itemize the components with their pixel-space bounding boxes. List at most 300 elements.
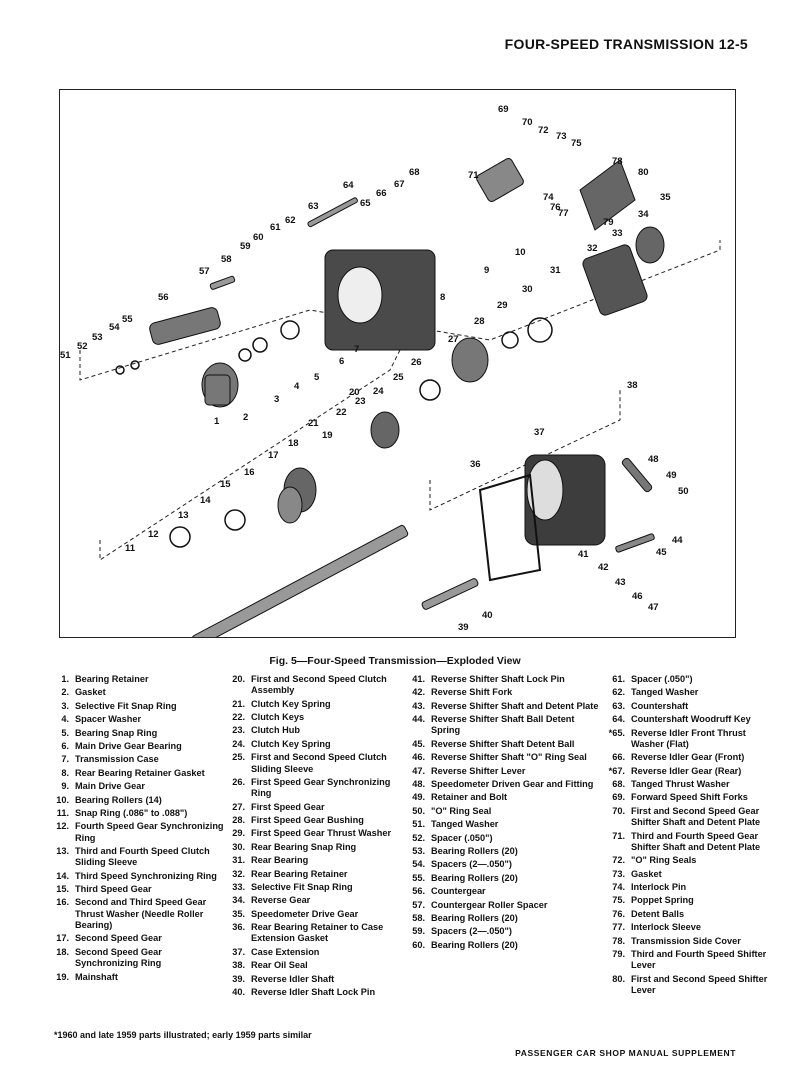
legend-item-number: *65. — [608, 727, 625, 738]
svg-text:11: 11 — [125, 543, 136, 554]
legend-item-number: 70. — [612, 805, 625, 816]
svg-text:2: 2 — [243, 412, 249, 423]
legend-item-text: First Speed Gear Bushing — [251, 815, 364, 826]
legend-item-text: Reverse Idler Gear (Rear) — [631, 765, 742, 776]
legend-item-number: 2. — [61, 687, 69, 698]
svg-text:21: 21 — [308, 418, 319, 429]
legend-item — [603, 869, 773, 880]
legend-item-number: 46. — [412, 752, 425, 763]
parts-legend — [50, 674, 768, 1029]
legend-item — [603, 949, 773, 972]
svg-text:64: 64 — [343, 180, 354, 191]
legend-item — [403, 940, 603, 951]
legend-item — [403, 701, 603, 712]
svg-text:17: 17 — [268, 450, 279, 461]
legend-item-text: Third Speed Synchronizing Ring — [75, 870, 217, 881]
svg-text:6: 6 — [339, 356, 345, 367]
legend-item-number: 40. — [232, 987, 245, 997]
legend-item-number: 73. — [612, 868, 625, 879]
legend-item — [603, 882, 773, 893]
svg-text:14: 14 — [200, 495, 211, 506]
legend-item-number: 37. — [232, 946, 245, 957]
svg-text:54: 54 — [109, 322, 120, 333]
svg-text:16: 16 — [244, 467, 255, 478]
legend-item-text: Tanged Thrust Washer — [631, 779, 730, 790]
legend-item-number: 28. — [232, 815, 245, 826]
svg-text:29: 29 — [497, 300, 508, 311]
legend-item-number: 32. — [232, 868, 245, 879]
legend-item-text: First and Second Speed Shifter Lever — [631, 973, 768, 995]
legend-item-text: Main Drive Gear — [75, 781, 145, 792]
legend-item-number: 58. — [412, 912, 425, 923]
svg-text:75: 75 — [571, 138, 582, 149]
legend-item-number: 43. — [412, 700, 425, 711]
legend-item — [50, 674, 225, 685]
legend-item-number: 38. — [232, 960, 245, 971]
legend-item-text: Retainer and Bolt — [431, 792, 508, 803]
legend-item-text: Countergear Roller Spacer — [431, 899, 548, 910]
svg-text:40: 40 — [482, 610, 493, 621]
svg-text:66: 66 — [376, 188, 387, 199]
legend-item-number: 69. — [612, 792, 625, 803]
legend-item — [50, 754, 225, 765]
legend-item-text: "O" Ring Seal — [431, 805, 492, 816]
legend-item — [403, 687, 603, 698]
legend-item-text: Reverse Gear — [251, 895, 311, 906]
svg-text:72: 72 — [538, 125, 549, 136]
legend-item — [403, 846, 603, 857]
figure-caption: Fig. 5—Four-Speed Transmission—Exploded View — [269, 655, 521, 667]
svg-text:79: 79 — [603, 217, 614, 228]
legend-item-number: 47. — [412, 765, 425, 776]
legend-item-number: 23. — [232, 725, 245, 736]
svg-text:63: 63 — [308, 201, 319, 212]
legend-item — [403, 792, 603, 803]
legend-item-number: 62. — [612, 687, 625, 698]
svg-text:44: 44 — [672, 535, 683, 546]
legend-item-text: Speedometer Driven Gear and Fitting — [431, 779, 594, 790]
svg-text:26: 26 — [411, 357, 422, 368]
legend-item-number: 53. — [412, 845, 425, 856]
footnote: *1960 and late 1959 parts illustrated; early 1959 parts similar — [54, 1030, 312, 1040]
svg-text:57: 57 — [199, 266, 210, 277]
legend-item — [603, 909, 773, 920]
svg-text:42: 42 — [598, 562, 609, 573]
legend-item — [603, 974, 773, 997]
page-footer: PASSENGER CAR SHOP MANUAL SUPPLEMENT — [515, 1048, 736, 1058]
legend-item-number: 24. — [232, 738, 245, 749]
legend-item-text: Spacer (.050") — [631, 674, 693, 684]
svg-text:56: 56 — [158, 292, 169, 303]
legend-item-number: 76. — [612, 908, 625, 919]
legend-item-number: 27. — [232, 801, 245, 812]
legend-item-number: 1. — [61, 674, 69, 684]
legend-item — [50, 741, 225, 752]
legend-item-text: Mainshaft — [75, 971, 118, 982]
svg-text:25: 25 — [393, 372, 404, 383]
legend-item-number: 50. — [412, 805, 425, 816]
legend-item-number: 4. — [61, 714, 69, 725]
legend-item — [50, 933, 225, 944]
legend-item — [403, 752, 603, 763]
legend-item-text: Rear Bearing Retainer Gasket — [75, 767, 205, 778]
legend-item-text: Bearing Retainer — [75, 674, 149, 684]
legend-item-number: 48. — [412, 779, 425, 790]
legend-item-number: 57. — [412, 899, 425, 910]
svg-text:36: 36 — [470, 459, 481, 470]
legend-item-number: 31. — [232, 855, 245, 866]
legend-column-3 — [403, 674, 603, 953]
legend-item — [403, 859, 603, 870]
legend-item — [50, 781, 225, 792]
legend-item — [603, 855, 773, 866]
legend-item-text: Interlock Pin — [631, 881, 687, 892]
legend-item-text: Third and Fourth Speed Shifter Lever — [631, 948, 767, 971]
legend-item — [50, 947, 225, 970]
legend-item-number: 59. — [412, 926, 425, 937]
legend-item — [403, 900, 603, 911]
legend-item-text: Bearing Rollers (20) — [431, 912, 518, 923]
svg-text:47: 47 — [648, 602, 659, 613]
legend-item-text: Reverse Shifter Shaft and Detent Plate — [431, 700, 599, 711]
legend-item-text: Reverse Shifter Shaft "O" Ring Seal — [431, 752, 587, 763]
svg-text:69: 69 — [498, 104, 509, 115]
svg-text:77: 77 — [558, 208, 569, 219]
legend-item-text: Reverse Shifter Shaft Ball Detent Spring — [431, 714, 575, 736]
legend-item — [226, 725, 401, 736]
legend-item — [403, 886, 603, 897]
legend-item-number: 16. — [56, 897, 69, 908]
svg-text:10: 10 — [515, 247, 526, 258]
legend-item-number: 14. — [56, 870, 69, 881]
legend-item — [226, 699, 401, 710]
legend-item-text: Gasket — [75, 687, 106, 698]
legend-item-text: Interlock Sleeve — [631, 922, 701, 933]
svg-text:61: 61 — [270, 222, 281, 233]
svg-text:62: 62 — [285, 215, 296, 226]
legend-item-text: Third and Fourth Speed Clutch Sliding Sleeve — [75, 845, 210, 868]
legend-item-number: 5. — [61, 727, 69, 738]
legend-item — [403, 913, 603, 924]
legend-item-text: Rear Bearing Retainer — [251, 868, 348, 879]
legend-item — [226, 974, 401, 985]
legend-item-text: Clutch Key Spring — [251, 698, 331, 709]
legend-item-text: Clutch Key Spring — [251, 738, 331, 749]
svg-text:1: 1 — [214, 416, 220, 427]
svg-text:9: 9 — [484, 265, 490, 276]
legend-item-text: Clutch Keys — [251, 712, 305, 723]
legend-item-text: Reverse Shifter Lever — [431, 765, 526, 776]
legend-item-text: Forward Speed Shift Forks — [631, 792, 748, 803]
legend-item-number: 35. — [232, 908, 245, 919]
legend-item — [403, 739, 603, 750]
legend-item-text: Gasket — [631, 868, 662, 879]
svg-text:48: 48 — [648, 454, 659, 465]
svg-text:22: 22 — [336, 407, 347, 418]
legend-item-text: "O" Ring Seals — [631, 855, 697, 866]
legend-item-number: 17. — [56, 933, 69, 944]
svg-text:24: 24 — [373, 386, 384, 397]
svg-text:30: 30 — [522, 284, 533, 295]
svg-text:53: 53 — [92, 332, 103, 343]
svg-text:80: 80 — [638, 167, 649, 178]
legend-item-text: Spacers (2—.050") — [431, 859, 512, 870]
legend-item-number: 68. — [612, 779, 625, 790]
legend-item-text: Third and Fourth Speed Gear Shifter Shaft and Detent Plate — [631, 830, 761, 852]
svg-text:32: 32 — [587, 243, 598, 254]
legend-item — [403, 714, 603, 737]
svg-text:20: 20 — [349, 387, 360, 398]
legend-item — [50, 871, 225, 882]
legend-item — [226, 987, 401, 998]
svg-text:49: 49 — [666, 470, 677, 481]
svg-text:28: 28 — [474, 316, 485, 327]
svg-text:34: 34 — [638, 209, 649, 220]
legend-item — [603, 766, 773, 777]
legend-item — [603, 674, 773, 685]
svg-text:12: 12 — [148, 529, 159, 540]
legend-item — [603, 922, 773, 933]
legend-item-number: 8. — [61, 767, 69, 778]
legend-item-number: 45. — [412, 738, 425, 749]
legend-item-text: First and Second Speed Clutch Assembly — [251, 674, 387, 696]
legend-item — [226, 960, 401, 971]
svg-text:5: 5 — [314, 372, 320, 383]
legend-item — [226, 802, 401, 813]
legend-item-number: 80. — [612, 973, 625, 984]
svg-text:59: 59 — [240, 241, 251, 252]
svg-text:33: 33 — [612, 228, 623, 239]
legend-item-number: 55. — [412, 872, 425, 883]
legend-item-text: Countershaft Woodruff Key — [631, 714, 751, 725]
legend-item — [226, 909, 401, 920]
svg-text:8: 8 — [440, 292, 446, 303]
svg-text:38: 38 — [627, 380, 638, 391]
legend-item-text: Transmission Side Cover — [631, 935, 741, 946]
legend-item-number: 42. — [412, 687, 425, 698]
legend-item — [50, 972, 225, 983]
legend-item-number: 54. — [412, 859, 425, 870]
legend-item-text: Spacer Washer — [75, 714, 142, 725]
legend-item-text: Rear Bearing Snap Ring — [251, 841, 357, 852]
legend-item-number: 75. — [612, 895, 625, 906]
legend-item — [403, 806, 603, 817]
svg-text:52: 52 — [77, 341, 88, 352]
legend-item — [50, 884, 225, 895]
legend-item-text: Countergear — [431, 886, 486, 897]
legend-item — [603, 936, 773, 947]
legend-item-number: 77. — [612, 922, 625, 933]
legend-item — [226, 855, 401, 866]
legend-item — [603, 728, 773, 751]
legend-item-number: 11. — [56, 807, 69, 818]
legend-item — [50, 728, 225, 739]
legend-item — [603, 752, 773, 763]
legend-item — [226, 739, 401, 750]
svg-text:71: 71 — [468, 170, 479, 181]
legend-item-number: 41. — [412, 674, 425, 684]
legend-item — [50, 821, 225, 844]
legend-item-number: 20. — [232, 674, 245, 684]
svg-text:65: 65 — [360, 198, 371, 209]
legend-item-number: 34. — [232, 895, 245, 906]
legend-item — [603, 895, 773, 906]
legend-item-text: Reverse Shifter Shaft Lock Pin — [431, 674, 565, 684]
legend-item-number: 19. — [56, 971, 69, 982]
svg-text:15: 15 — [220, 479, 231, 490]
legend-item-text: Tanged Washer — [631, 687, 699, 698]
legend-item-number: 72. — [612, 855, 625, 866]
legend-item — [50, 701, 225, 712]
legend-item-text: Bearing Rollers (20) — [431, 872, 518, 883]
legend-item — [226, 712, 401, 723]
legend-item-text: Second Speed Gear — [75, 933, 162, 944]
legend-item — [603, 806, 773, 829]
legend-item — [603, 687, 773, 698]
legend-item — [226, 828, 401, 839]
legend-column-2 — [226, 674, 401, 1000]
svg-text:3: 3 — [274, 394, 280, 405]
legend-item-text: Clutch Hub — [251, 725, 300, 736]
legend-item-number: 79. — [612, 948, 625, 959]
legend-item-number: 74. — [612, 881, 625, 892]
legend-item — [403, 873, 603, 884]
legend-item-number: 39. — [232, 973, 245, 984]
legend-item-text: Second Speed Gear Synchronizing Ring — [75, 946, 162, 969]
svg-text:13: 13 — [178, 510, 189, 521]
svg-text:51: 51 — [60, 350, 71, 361]
legend-item — [50, 795, 225, 806]
legend-item-text: Bearing Rollers (20) — [431, 845, 518, 856]
legend-item-number: 22. — [232, 712, 245, 723]
legend-item — [226, 869, 401, 880]
legend-item-text: Bearing Snap Ring — [75, 727, 158, 738]
legend-column-1 — [50, 674, 225, 985]
svg-text:18: 18 — [288, 438, 299, 449]
legend-item-number: 3. — [61, 700, 69, 711]
legend-item-number: 36. — [232, 922, 245, 933]
legend-item-number: 10. — [56, 794, 69, 805]
legend-item-text: Third Speed Gear — [75, 884, 152, 895]
legend-item-text: Reverse Idler Front Thrust Washer (Flat) — [631, 727, 746, 749]
svg-text:55: 55 — [122, 314, 133, 325]
legend-item-text: Bearing Rollers (20) — [431, 939, 518, 950]
legend-item — [403, 926, 603, 937]
legend-item-text: Selective Fit Snap Ring — [251, 881, 353, 892]
legend-item-number: 64. — [612, 714, 625, 725]
legend-item-text: First Speed Gear — [251, 801, 325, 812]
exploded-view-figure — [59, 89, 736, 638]
legend-item — [50, 768, 225, 779]
legend-item — [226, 815, 401, 826]
legend-item-number: 21. — [232, 698, 245, 709]
legend-item — [50, 808, 225, 819]
svg-text:68: 68 — [409, 167, 420, 178]
legend-item — [603, 714, 773, 725]
legend-item — [603, 792, 773, 803]
legend-item-text: First Speed Gear Synchronizing Ring — [251, 776, 391, 799]
legend-item-number: 15. — [56, 884, 69, 895]
svg-text:58: 58 — [221, 254, 232, 265]
svg-text:37: 37 — [534, 427, 545, 438]
legend-item-text: Selective Fit Snap Ring — [75, 700, 177, 711]
legend-item-number: 44. — [412, 714, 425, 725]
legend-item — [226, 752, 401, 775]
legend-item-text: Rear Oil Seal — [251, 960, 308, 971]
svg-text:76: 76 — [550, 202, 561, 213]
svg-text:41: 41 — [578, 549, 589, 560]
legend-item — [226, 947, 401, 958]
svg-text:35: 35 — [660, 192, 671, 203]
legend-item — [403, 779, 603, 790]
legend-item — [403, 819, 603, 830]
legend-item-number: 18. — [56, 946, 69, 957]
legend-item-text: First and Second Speed Clutch Sliding Sleeve — [251, 752, 387, 774]
legend-item-text: Transmission Case — [75, 754, 159, 765]
svg-text:50: 50 — [678, 486, 689, 497]
legend-item-number: 71. — [612, 830, 625, 841]
legend-item-number: 49. — [412, 792, 425, 803]
legend-item-number: 78. — [612, 935, 625, 946]
svg-text:4: 4 — [294, 381, 300, 392]
legend-item-number: 52. — [412, 832, 425, 843]
legend-item-text: Reverse Idler Shaft — [251, 973, 335, 984]
legend-item-text: Snap Ring (.086" to .088") — [75, 807, 188, 818]
svg-text:73: 73 — [556, 131, 567, 142]
legend-item-text: Reverse Shift Fork — [431, 687, 513, 698]
legend-column-4 — [603, 674, 773, 998]
legend-item-text: Reverse Idler Gear (Front) — [631, 752, 745, 763]
legend-item-text: Spacers (2—.050") — [431, 926, 512, 937]
svg-text:19: 19 — [322, 430, 333, 441]
legend-item-text: Bearing Rollers (14) — [75, 794, 162, 805]
svg-text:31: 31 — [550, 265, 561, 276]
legend-item — [603, 701, 773, 712]
legend-item-text: First Speed Gear Thrust Washer — [251, 828, 392, 839]
legend-item — [403, 766, 603, 777]
legend-item-text: Reverse Idler Shaft Lock Pin — [251, 987, 376, 997]
legend-item-number: 29. — [232, 828, 245, 839]
legend-item-text: Rear Bearing Retainer to Case Extension Gasket — [251, 922, 384, 944]
legend-item — [226, 674, 401, 697]
legend-item-text: Case Extension — [251, 946, 320, 957]
legend-item — [403, 674, 603, 685]
legend-item-text: Rear Bearing — [251, 855, 309, 866]
svg-text:45: 45 — [656, 547, 667, 558]
exploded-view-drawing — [60, 90, 736, 638]
legend-item-number: 25. — [232, 752, 245, 763]
legend-item-number: 26. — [232, 776, 245, 787]
legend-item-number: 33. — [232, 881, 245, 892]
legend-item-text: Second and Third Speed Gear Thrust Washer (Needle Roller Bearing) — [75, 897, 207, 931]
legend-item-number: 63. — [612, 700, 625, 711]
legend-item — [603, 779, 773, 790]
legend-item — [50, 714, 225, 725]
legend-item-number: *67. — [608, 765, 625, 776]
svg-text:27: 27 — [448, 334, 459, 345]
page-header: FOUR-SPEED TRANSMISSION 12-5 — [504, 36, 748, 52]
legend-item-number: 60. — [412, 939, 425, 950]
svg-text:46: 46 — [632, 591, 643, 602]
legend-item-text: Spacer (.050") — [431, 832, 493, 843]
legend-item-text: Fourth Speed Gear Synchronizing Ring — [75, 821, 224, 843]
legend-item-text: Main Drive Gear Bearing — [75, 740, 182, 751]
legend-item-number: 30. — [232, 841, 245, 852]
svg-text:60: 60 — [253, 232, 264, 243]
svg-text:78: 78 — [612, 156, 623, 167]
legend-item — [226, 922, 401, 945]
svg-text:39: 39 — [458, 622, 469, 633]
